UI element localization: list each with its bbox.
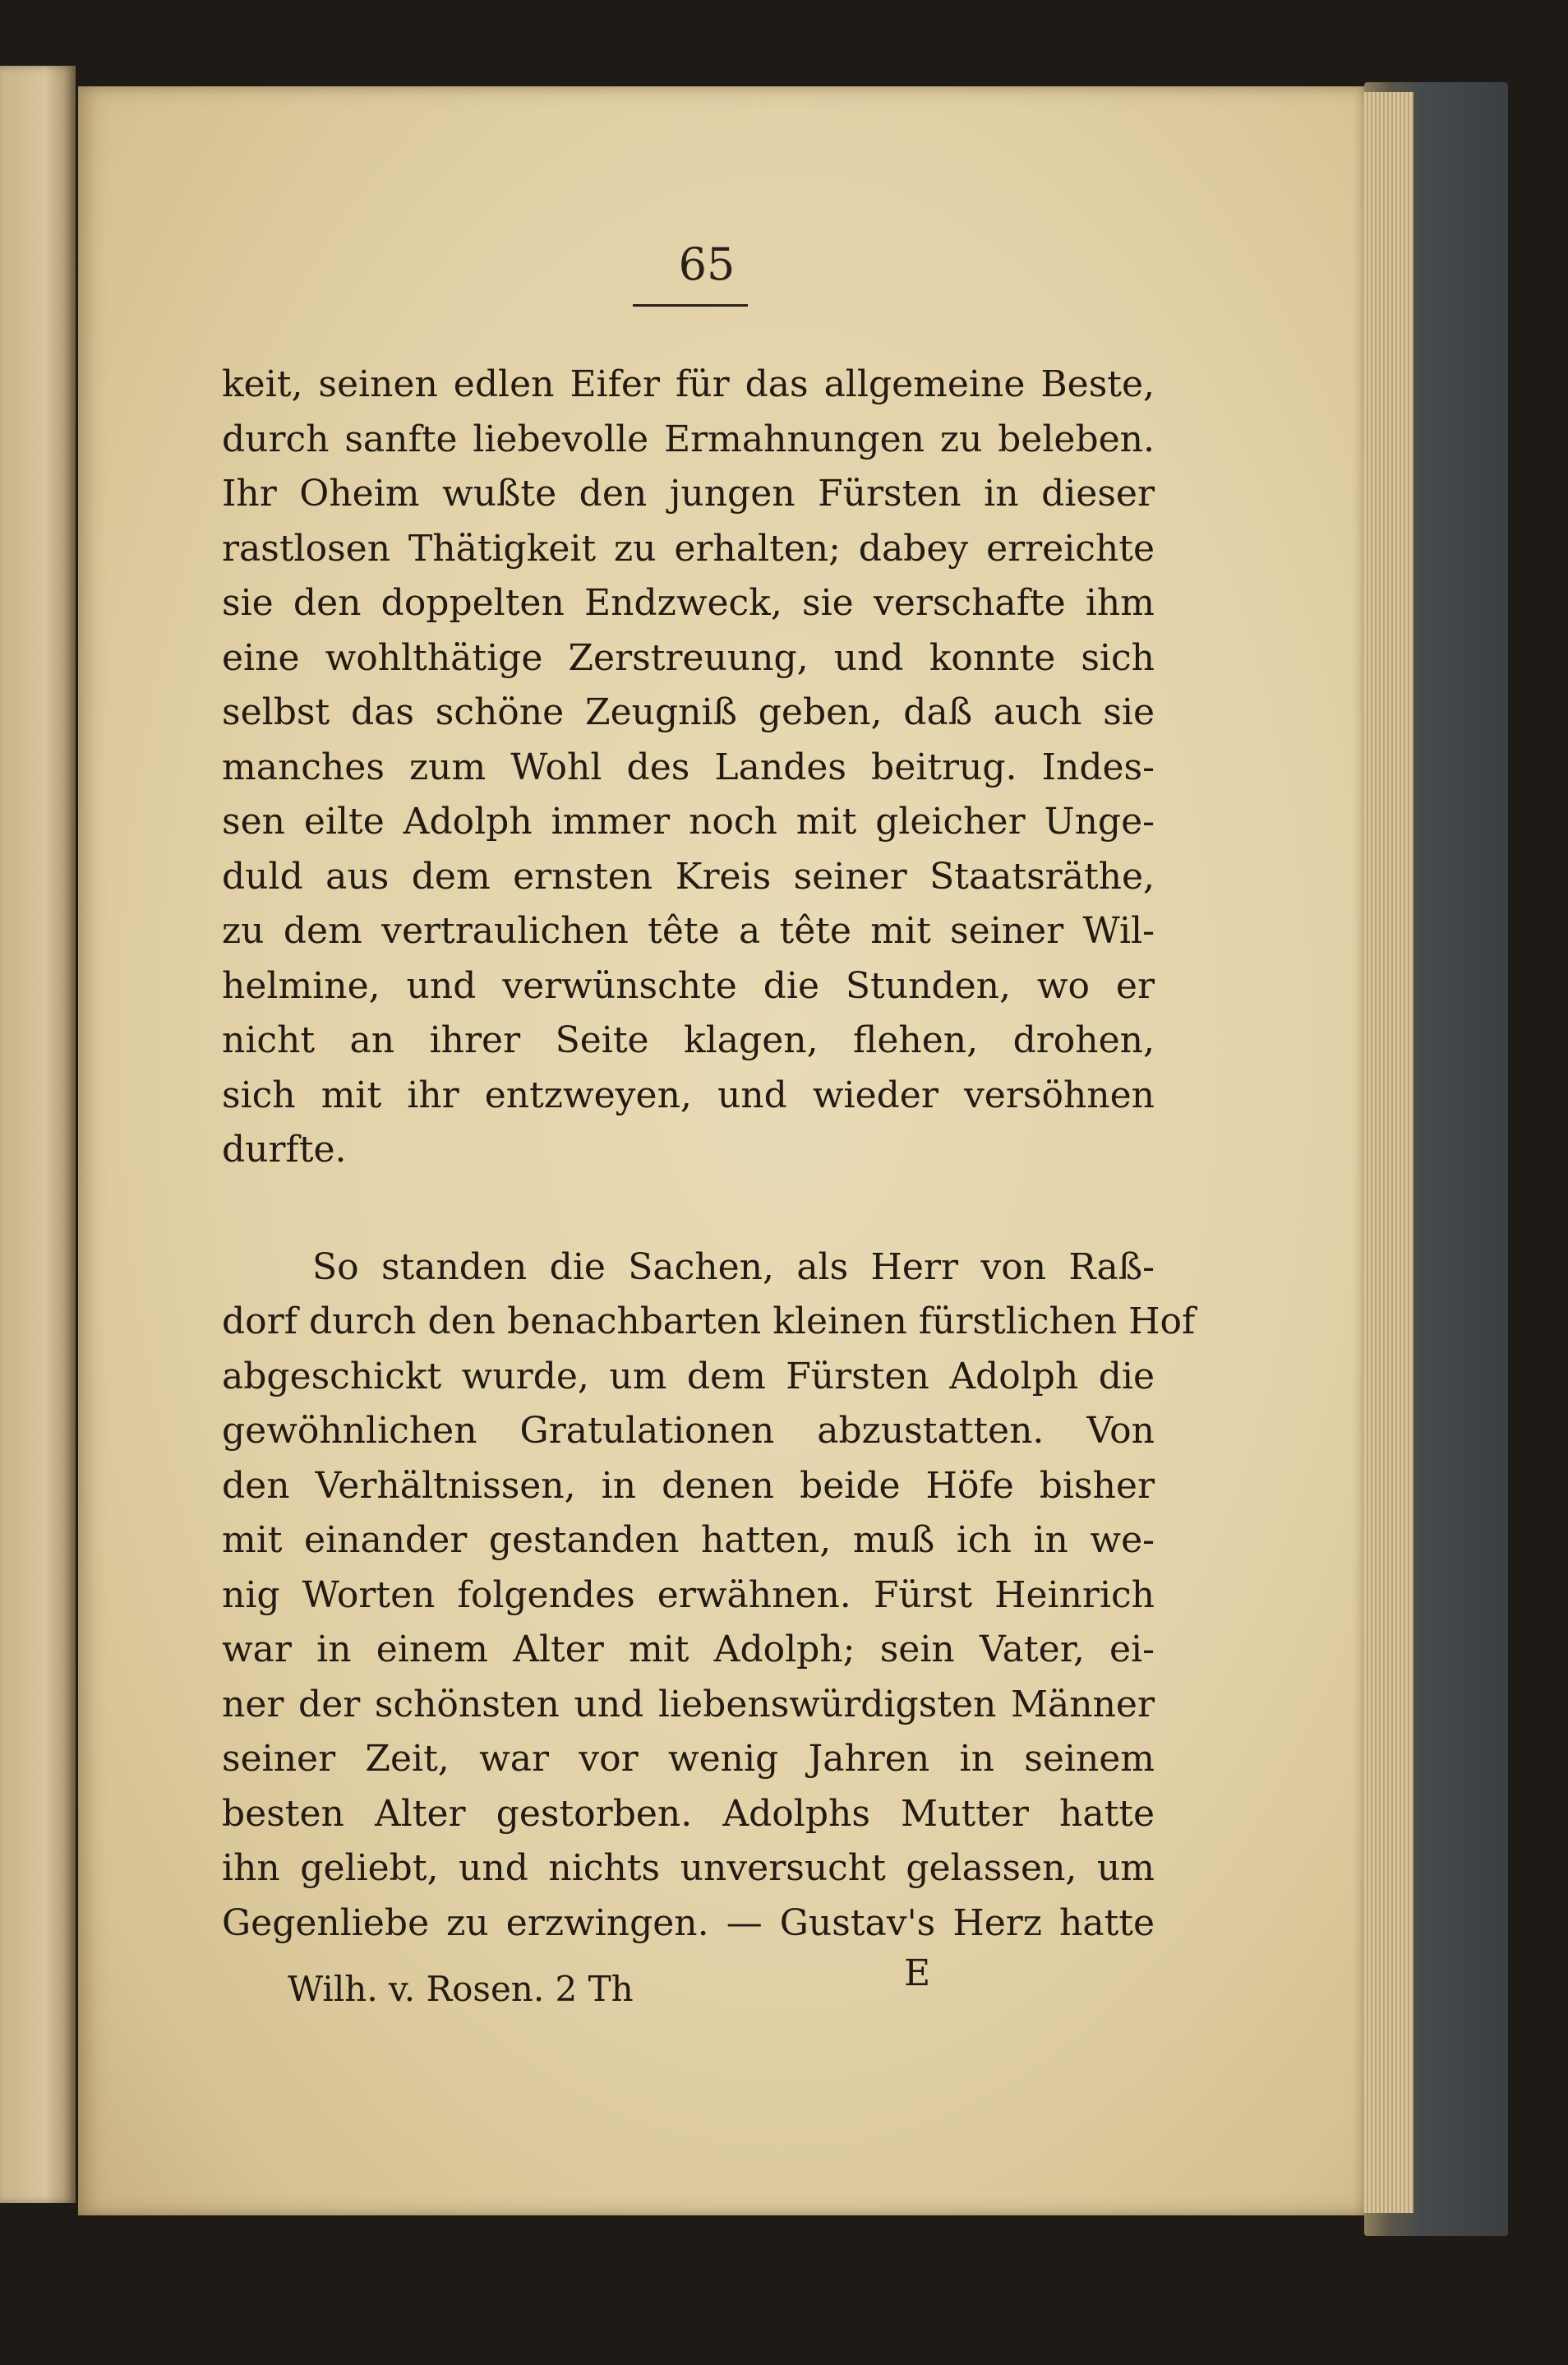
text-line: besten Alter gestorben. Adolphs Mutter hatte (222, 1792, 1155, 1835)
text-line: seiner Zeit, war vor wenig Jahren in seinem (222, 1738, 1155, 1780)
text-line: ner der schönsten und liebenswürdigsten Männer (222, 1683, 1155, 1725)
facing-page-edge (0, 66, 76, 2203)
text-line: mit einander gestanden hatten, muß ich in we- (222, 1519, 1155, 1561)
paragraph-2 (222, 1240, 1196, 1952)
printer-signature: Wilh. v. Rosen. 2 Th (288, 1969, 634, 2009)
text-line: duld aus dem ernsten Kreis seiner Staatsräthe, (222, 855, 1155, 898)
paragraph-1 (222, 358, 1155, 1178)
text-line: eine wohlthätige Zerstreuung, und konnte sich (222, 636, 1155, 679)
text-line: Ihr Oheim wußte den jungen Fürsten in dieser (222, 473, 1155, 515)
text-line: durfte. (222, 1129, 347, 1171)
text-line: selbst das schöne Zeugniß geben, daß auch sie (222, 691, 1155, 733)
body-text (222, 358, 1196, 1951)
page-block-edge (1364, 92, 1414, 2213)
text-line: war in einem Alter mit Adolph; sein Vater, ei- (222, 1628, 1155, 1670)
paragraph-gap (222, 1178, 1155, 1240)
text-line: sen eilte Adolph immer noch mit gleicher Unge- (222, 801, 1155, 843)
text-line: dorf durch den benachbarten kleinen fürstlichen Hof (222, 1300, 1196, 1342)
text-line: keit, seinen edlen Eifer für das allgemeine Beste, (222, 363, 1155, 405)
page-number: 65 (678, 238, 736, 290)
signature-mark: E (904, 1952, 931, 1994)
text-line: sich mit ihr entzweyen, und wieder versöhnen (222, 1074, 1155, 1116)
text-line: nig Worten folgendes erwähnen. Fürst Heinrich (222, 1573, 1155, 1616)
text-line: rastlosen Thätigkeit zu erhalten; dabey erreichte (222, 527, 1155, 570)
text-line: Gegenliebe zu erzwingen. — Gustav's Herz hatte (222, 1901, 1155, 1944)
text-line: abgeschickt wurde, um dem Fürsten Adolph die (222, 1355, 1155, 1397)
text-line: nicht an ihrer Seite klagen, flehen, drohen, (222, 1019, 1155, 1061)
text-line: sie den doppelten Endzweck, sie verschafte ihm (222, 582, 1155, 624)
text-line: den Verhältnissen, in denen beide Höfe bisher (222, 1464, 1155, 1507)
text-line: So standen die Sachen, als Herr von Raß- (312, 1245, 1155, 1288)
text-line: manches zum Wohl des Landes beitrug. Indes- (222, 746, 1155, 788)
text-line: gewöhnlichen Gratulationen abzustatten. Von (222, 1410, 1155, 1452)
text-line: helmine, und verwünschte die Stunden, wo er (222, 964, 1155, 1007)
text-line: durch sanfte liebevolle Ermahnungen zu beleben. (222, 418, 1155, 460)
header-rule (633, 304, 748, 307)
text-line: ihn geliebt, und nichts unversucht gelassen, um (222, 1847, 1155, 1889)
text-line: zu dem vertraulichen tête a tête mit seiner Wil- (222, 910, 1155, 952)
